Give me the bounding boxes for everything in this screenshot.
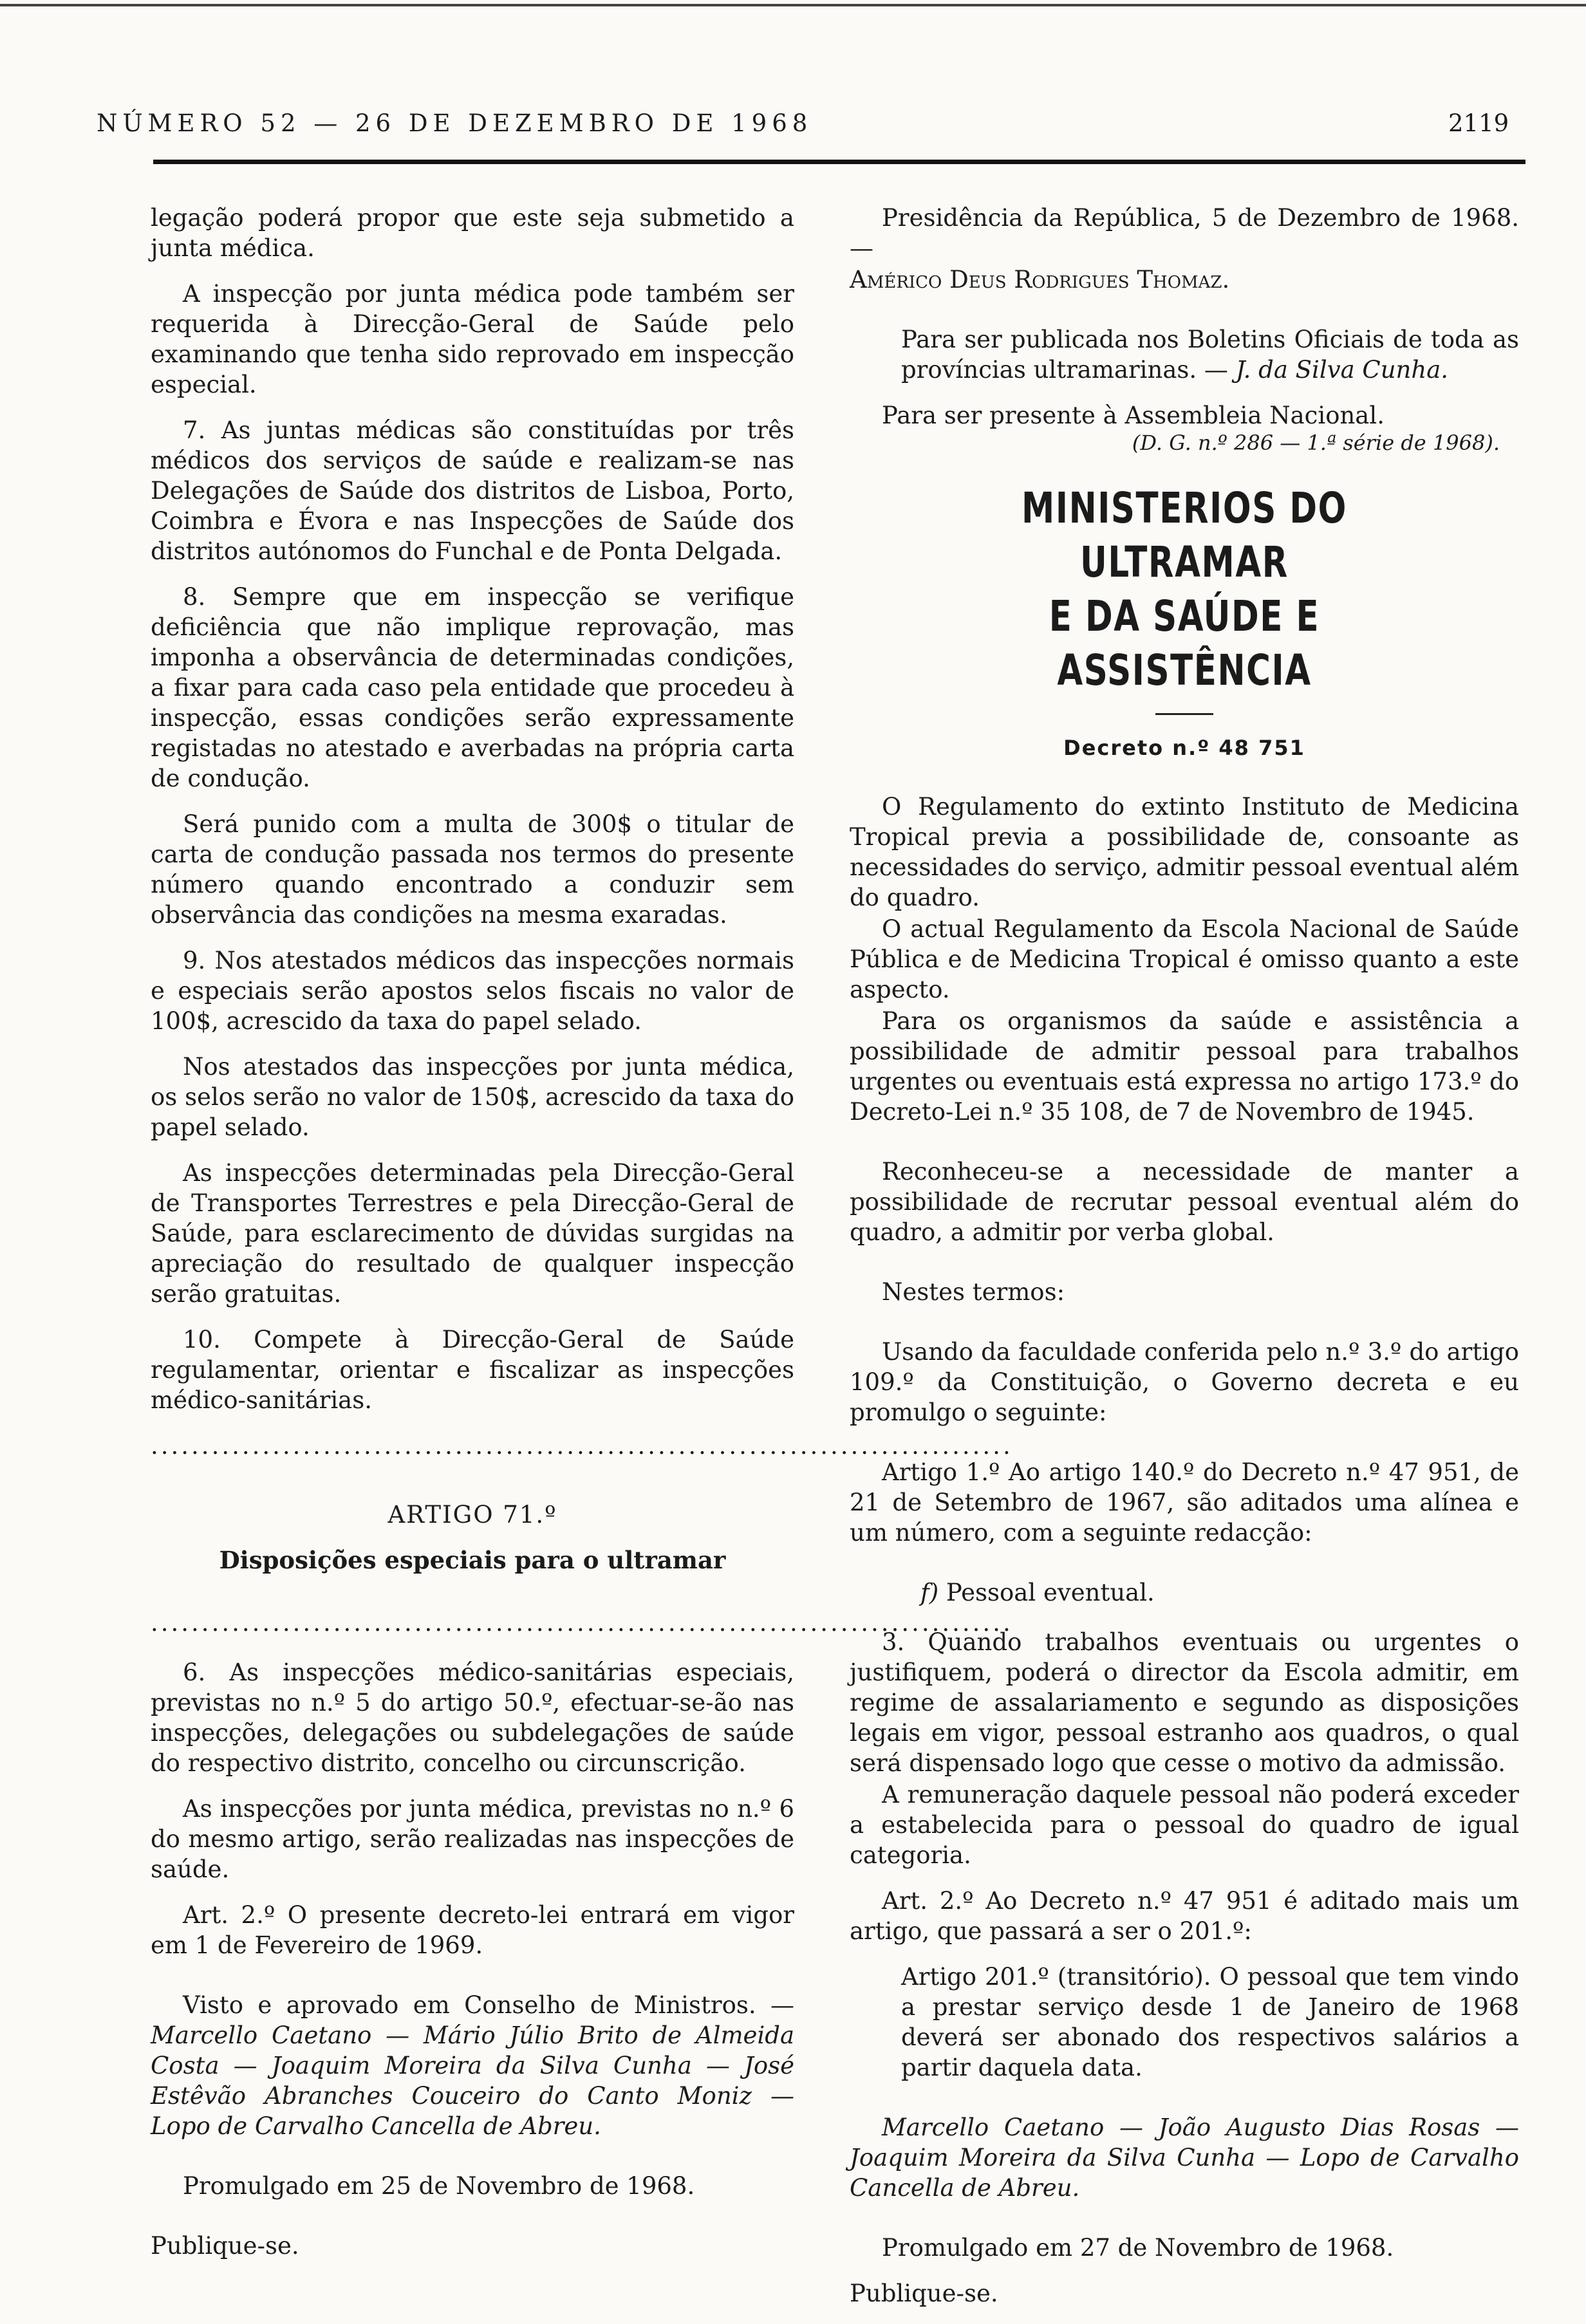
promulgation: Promulgado em 27 de Novembro de 1968.: [882, 2234, 1394, 2262]
section-title: Disposições especiais para o ultramar: [219, 1546, 726, 1574]
publication-instruction: Para ser publicada nos Boletins Oficiais de toda as províncias ultramarinas. —: [901, 326, 1519, 384]
paragraph: Art. 2.º Ao Decreto n.º 47 951 é aditado mais um artigo, que passará a ser o 201.º:: [850, 1887, 1519, 1945]
ministry-heading: [923, 481, 1445, 698]
publish-order: Publique-se.: [850, 2280, 998, 2307]
paragraph: A remuneração daquele pessoal não poderá exceder a estabelecida para o pessoal do quadro de igual categoria.: [850, 1781, 1519, 1869]
paragraph: Nos atestados das inspecções por junta médica, os selos serão no valor de 150$, acrescido da taxa do papel selado.: [151, 1053, 794, 1141]
paragraph: A inspecção por junta médica pode também ser requerida à Direcção-Geral de Saúde pelo examinando que tenha sido reprovado em inspecção especial.: [151, 280, 794, 398]
ministry-line-2: E DA SAÚDE E ASSISTÊNCIA: [1049, 591, 1320, 695]
top-border-line: [0, 4, 1586, 6]
promulgation: Promulgado em 25 de Novembro de 1968.: [183, 2172, 695, 2200]
dotted-separator: .....................................................................................: [151, 1609, 1013, 1637]
paragraph: Artigo 1.º Ao artigo 140.º do Decreto n.º 47 951, de 21 de Setembro de 1967, são aditados uma alínea e um número, com a seguinte redacção:: [850, 1458, 1519, 1547]
gazette-source: (D. G. n.º 286 — 1.ª série de 1968).: [1132, 431, 1500, 455]
short-divider: [1155, 713, 1213, 715]
right-column: [850, 203, 1519, 2324]
publish-order: Publique-se.: [151, 2232, 299, 2260]
paragraph: Nestes termos:: [882, 1278, 1065, 1306]
publication-text: [901, 324, 1519, 385]
paragraph: As inspecções por junta médica, previstas no n.º 6 do mesmo artigo, serão realizadas nas inspecções de saúde.: [151, 1795, 794, 1883]
assembly-note: Para ser presente à Assembleia Nacional.: [882, 402, 1385, 429]
publication-note: [901, 324, 1519, 385]
paragraph: 7. As juntas médicas são constituídas por três médicos dos serviços de saúde e realizam-se nas Delegações de Saúde dos distritos de Lisboa, Porto, Coimbra e Évora e nas Inspecções de Saúde dos distritos autónomos do Funchal e de Ponta Delgada.: [151, 416, 794, 565]
page-number: 2119: [1448, 109, 1509, 137]
paragraph: Para os organismos da saúde e assistência a possibilidade de admitir pessoal para trabalhos urgentes ou eventuais está expressa no artigo 173.º do Decreto-Lei n.º 35 108, de 7 de Novembro de 1945.: [850, 1007, 1519, 1126]
article-heading: ARTIGO 71.º: [387, 1501, 557, 1529]
presidency-line: Presidência da República, 5 de Dezembro de 1968. —: [850, 204, 1519, 262]
approval-paragraph: [151, 1990, 794, 2141]
paragraph: Será punido com a multa de 300$ o titular de carta de condução passada nos termos do presente número quando encontrado a conduzir sem observância das condições na mesma exaradas.: [151, 810, 794, 929]
dotted-separator: .....................................................................................: [151, 1432, 1013, 1460]
signatories: Marcello Caetano — João Augusto Dias Rosas — Joaquim Moreira da Silva Cunha — Lopo de Carvalho Cancella de Abreu.: [850, 2114, 1519, 2202]
alinea-f: [920, 1577, 1519, 1608]
paragraph: Reconheceu-se a necessidade de manter a possibilidade de recrutar pessoal eventual além do quadro, a admitir por verba global.: [850, 1158, 1519, 1246]
president-name: Américo Deus Rodrigues Thomaz.: [850, 266, 1230, 293]
paragraph: Usando da faculdade conferida pelo n.º 3.º do artigo 109.º da Constituição, o Governo decreta e eu promulgo o seguinte:: [850, 1338, 1519, 1426]
paragraph: legação poderá propor que este seja submetido a junta médica.: [151, 204, 794, 262]
signatories: Marcello Caetano — Mário Júlio Brito de Almeida Costa — Joaquim Moreira da Silva Cunha — José Estêvão Abranches Couceiro do Canto Moniz — Lopo de Carvalho Cancella de Abreu.: [151, 2022, 794, 2140]
issue-heading: NÚMERO 52 — 26 DE DEZEMBRO DE 1968: [97, 109, 813, 137]
paragraph: O actual Regulamento da Escola Nacional de Saúde Pública e de Medicina Tropical é omisso quanto a este aspecto.: [850, 915, 1519, 1003]
approval-text: Visto e aprovado em Conselho de Ministros. —: [183, 1991, 794, 2019]
paragraph: 6. As inspecções médico-sanitárias especiais, previstas no n.º 5 do artigo 50.º, efectuar-se-ão nas inspecções, delegações ou subdelegações de saúde do respectivo distrito, concelho ou circunscrição.: [151, 1659, 794, 1777]
paragraph: Art. 2.º O presente decreto-lei entrará em vigor em 1 de Fevereiro de 1969.: [151, 1901, 794, 1959]
paragraph: 3. Quando trabalhos eventuais ou urgentes o justifiquem, poderá o director da Escola admitir, em regime de assalariamento e segundo as disposições legais em vigor, pessoal estranho aos quadros, o qual será dispensado logo que cesse o motivo da admissão.: [850, 1628, 1519, 1777]
decree-number: Decreto n.º 48 751: [1063, 736, 1305, 760]
page-header: [0, 0, 1586, 193]
paragraph: 8. Sempre que em inspecção se verifique deficiência que não implique reprovação, mas imponha a observância de determinadas condições, a fixar para cada caso pela entidade que procedeu à inspecção, essas condições serão expressamente registadas no atestado e averbadas na própria carta de condução.: [151, 583, 794, 792]
header-rule: [153, 160, 1525, 164]
paragraph: 10. Compete à Direcção-Geral de Saúde regulamentar, orientar e fiscalizar as inspecções médico-sanitárias.: [151, 1326, 794, 1414]
minister-signature: J. da Silva Cunha.: [1235, 356, 1449, 384]
transitional-article: [901, 1962, 1519, 2083]
paragraph: As inspecções determinadas pela Direcção-Geral de Transportes Terrestres e pela Direcção-Geral de Saúde, para esclarecimento de dúvidas surgidas na apreciação do resultado de qualquer inspecção serão gratuitas.: [151, 1159, 794, 1308]
alinea-letter: f): [920, 1579, 939, 1606]
paragraph: Artigo 201.º (transitório). O pessoal que tem vindo a prestar serviço desde 1 de Janeiro de 1968 deverá ser abonado dos respectivos salários a partir daquela data.: [901, 1963, 1519, 2081]
ministry-line-1: MINISTERIOS DO ULTRAMAR: [1022, 483, 1347, 587]
alinea-text: Pessoal eventual.: [946, 1579, 1155, 1606]
paragraph: O Regulamento do extinto Instituto de Medicina Tropical previa a possibilidade de, consoante as necessidades do serviço, admitir pessoal eventual além do quadro.: [850, 793, 1519, 911]
paragraph: 9. Nos atestados médicos das inspecções normais e especiais serão apostos selos fiscais no valor de 100$, acrescido da taxa do papel selado.: [151, 947, 794, 1035]
